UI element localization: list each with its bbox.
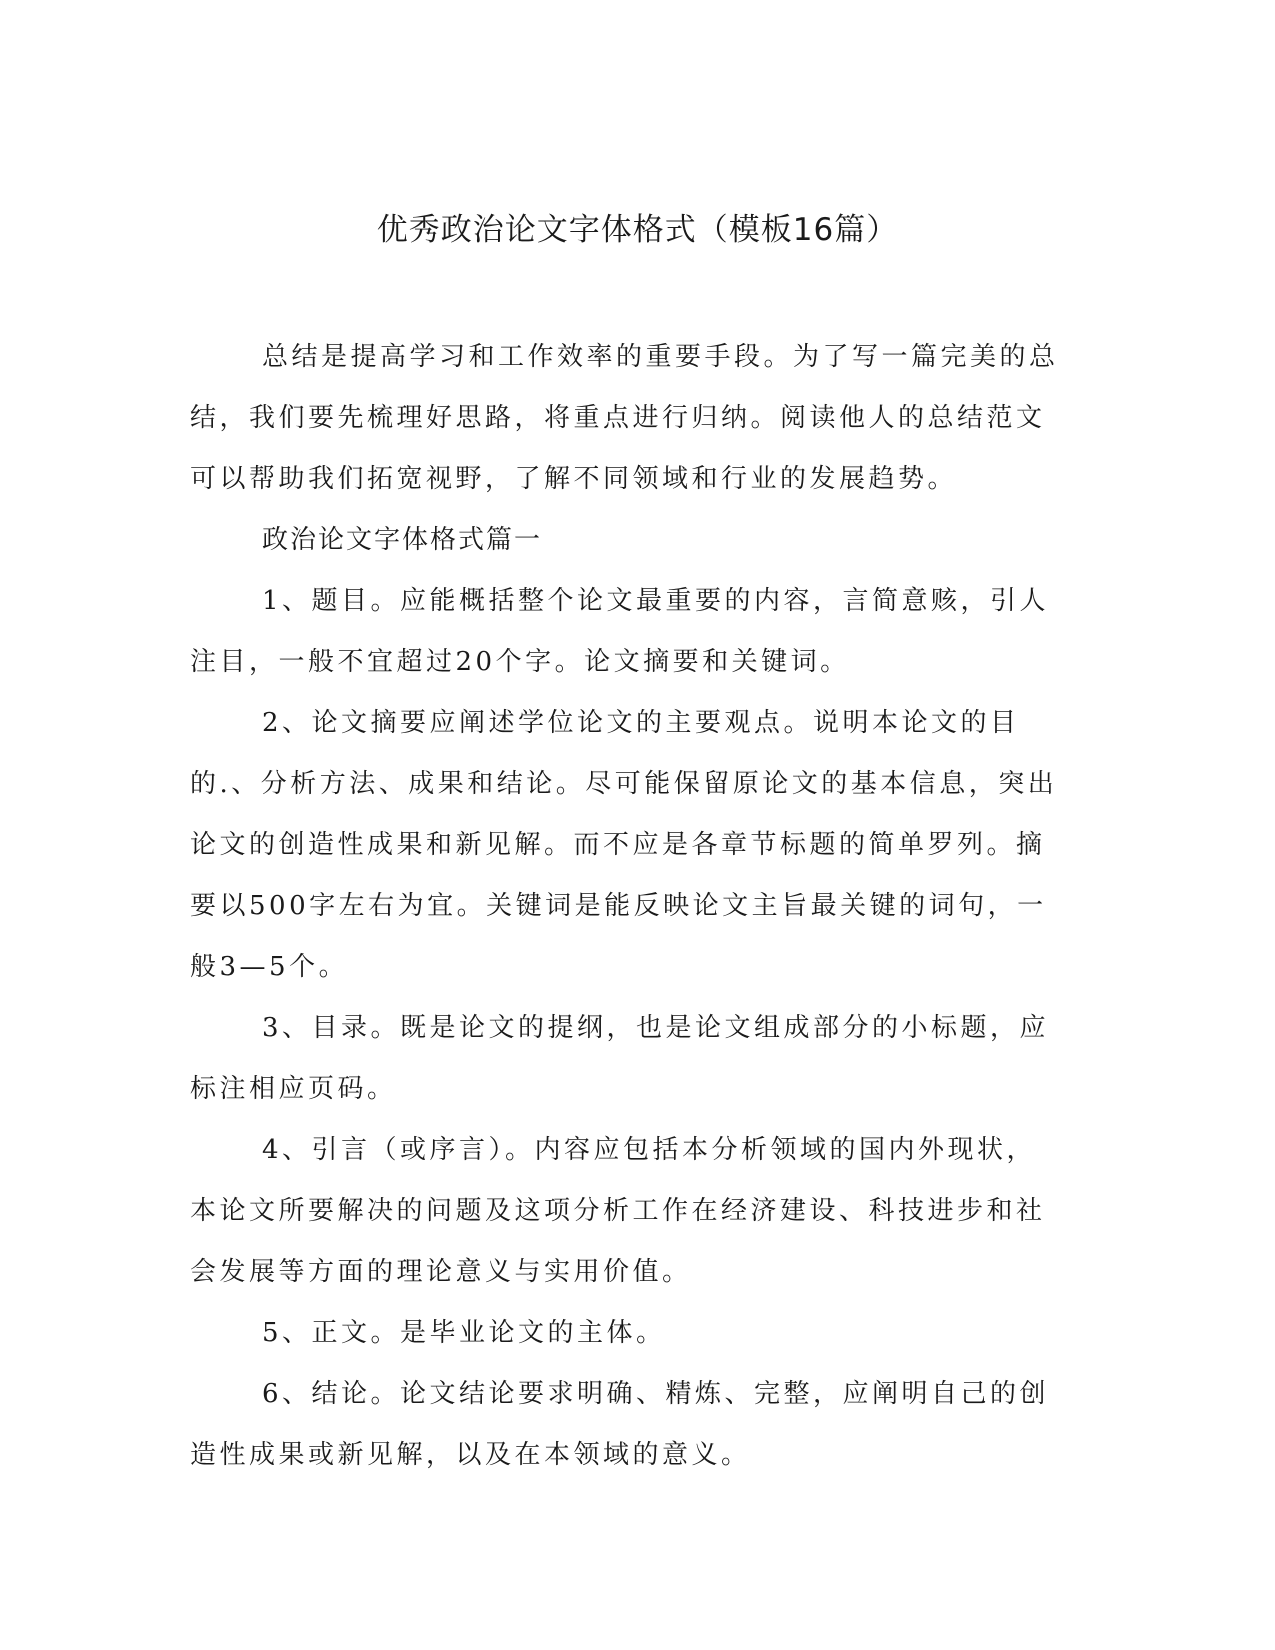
item-paragraph-1: 1、题目。应能概括整个论文最重要的内容，言简意赅，引人注目，一般不宜超过20个字。论文摘要和关键词。 <box>190 586 1050 677</box>
item-paragraph-4: 4、引言（或序言）。内容应包括本分析领域的国内外现状，本论文所要解决的问题及这项分析工作在经济建设、科技进步和社会发展等方面的理论意义与实用价值。 <box>190 1135 1046 1287</box>
section-heading: 政治论文字体格式篇一 <box>262 525 543 555</box>
document-title: 优秀政治论文字体格式（模板16篇） <box>376 212 899 248</box>
item-paragraph-5: 5、正文。是毕业论文的主体。 <box>262 1318 666 1348</box>
document-body <box>190 327 1065 1486</box>
item-paragraph-2: 2、论文摘要应阐述学位论文的主要观点。说明本论文的目的.、分析方法、成果和结论。尽可能保留原论文的基本信息，突出论文的创造性成果和新见解。而不应是各章节标题的简单罗列。摘要以500字左右为宜。关键词是能反映论文主旨最关键的词句，一般3—5个。 <box>190 708 1058 982</box>
item-paragraph-3: 3、目录。既是论文的提纲，也是论文组成部分的小标题，应标注相应页码。 <box>190 1013 1050 1104</box>
item-paragraph-6: 6、结论。论文结论要求明确、精炼、完整，应阐明自己的创造性成果或新见解，以及在本领域的意义。 <box>190 1379 1050 1470</box>
intro-paragraph: 总结是提高学习和工作效率的重要手段。为了写一篇完美的总结，我们要先梳理好思路，将重点进行归纳。阅读他人的总结范文可以帮助我们拓宽视野，了解不同领域和行业的发展趋势。 <box>190 342 1059 494</box>
